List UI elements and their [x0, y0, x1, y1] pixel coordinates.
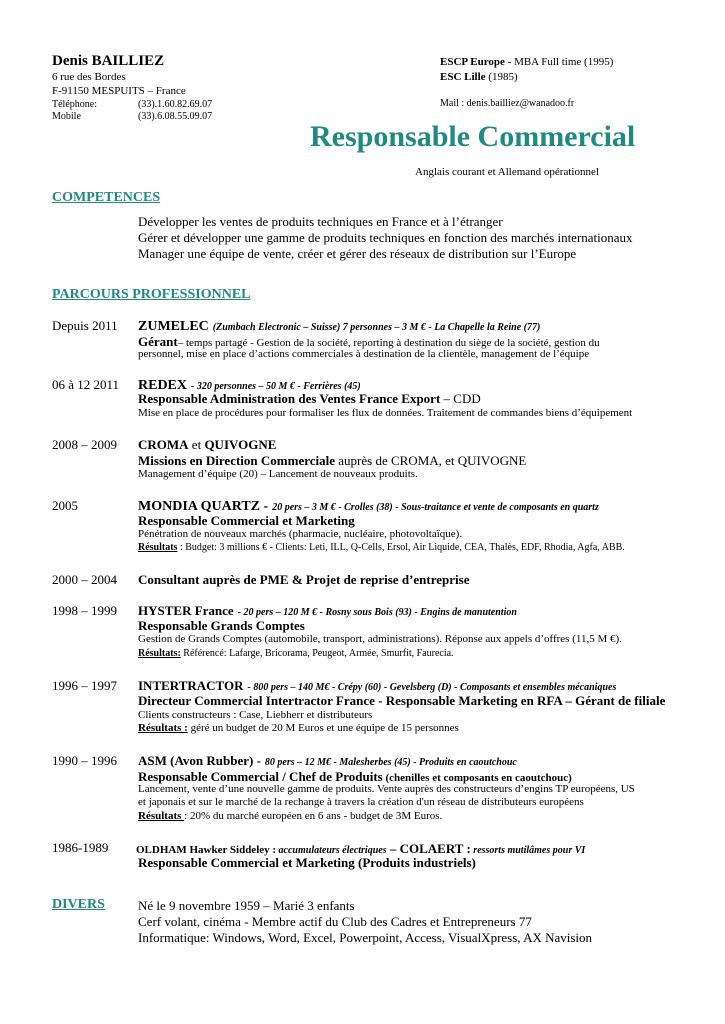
divers-line: Cerf volant, cinéma - Membre actif du Club des Cadres et Entrepreneurs 77 — [138, 914, 532, 929]
job-results: Résultats: Référencé: Lafarge, Bricorama, Peugeot, Armée, Smurfit, Faurecia. — [138, 648, 454, 659]
job-role-mondia: Responsable Commercial et Marketing — [138, 513, 355, 528]
job-description: Mise en place de procédures pour formaliser les flux de données. Traitement de commandes biens d’équipement — [138, 407, 633, 419]
parcours-heading: PARCOURS PROFESSIONNEL — [52, 287, 251, 302]
divers-line: Informatique: Windows, Word, Excel, Powerpoint, Access, VisualXpress, AX Navision — [138, 930, 593, 945]
job-company-hyster: HYSTER France - 20 pers – 120 M € - Rosny sous Bois (93) - Engins de manutention — [138, 603, 517, 618]
job-results: Résultats : 20% du marché européen en 6 ans - budget de 3M Euros. — [138, 810, 443, 822]
job-results: Résultats : Budget: 3 millions € - Clients: Leti, ILL, Q-Cells, Ersol, Air Liquide, CEA, Thalès, EDF, Rhodia, Agfa, ABB. — [138, 542, 625, 553]
job-date: 1996 – 1997 — [52, 678, 117, 693]
job-company-mondia: MONDIA QUARTZ - 20 pers – 3 M € - Crolles (38) - Sous-traitance et vente de composants en quartz — [138, 499, 599, 514]
competence-line: Gérer et développer une gamme de produits techniques en fonction des marchés internationaux — [138, 230, 633, 245]
mobile-label: Mobile — [52, 111, 81, 122]
job-date: 1986-1989 — [52, 840, 109, 855]
job-date: 2008 – 2009 — [52, 437, 117, 452]
job-date: 2000 – 2004 — [52, 572, 117, 587]
competence-line: Développer les ventes de produits techniques en France et à l’étranger — [138, 214, 503, 229]
job-description: Lancement, vente d’une nouvelle gamme de produits. Vente auprès des constructeurs d’engins TP européens, US — [138, 783, 635, 795]
job-description: personnel, mise en place d’actions commerciales à destination de la clientèle, management de l’équipe — [138, 348, 590, 360]
job-date: 06 à 12 2011 — [52, 377, 120, 392]
phone-value: (33).1.60.82.69.07 — [138, 99, 213, 110]
education-2: ESC Lille (1985) — [440, 71, 518, 83]
job-role-intertractor: Directeur Commercial Intertractor France - Responsable Marketing en RFA – Gérant de filiale — [138, 693, 666, 708]
job-role-hyster: Responsable Grands Comptes — [138, 618, 305, 633]
job-company-redex: REDEX - 320 personnes – 50 M € - Ferrières (45) — [138, 378, 361, 393]
divers-line: Né le 9 novembre 1959 – Marié 3 enfants — [138, 898, 355, 913]
job-company-asm: ASM (Avon Rubber) - 80 pers – 12 M€ - Malesherbes (45) - Produits en caoutchouc — [138, 753, 517, 768]
email: Mail : denis.bailliez@wanadoo.fr — [440, 98, 575, 109]
divers-heading: DIVERS — [52, 897, 105, 912]
address-line-2: F-91150 MESPUITS – France — [52, 85, 186, 97]
competences-heading: COMPETENCES — [52, 190, 161, 205]
address-line-1: 6 rue des Bordes — [52, 71, 126, 83]
education-1: ESCP Europe - MBA Full time (1995) — [440, 56, 614, 68]
job-date: 1990 – 1996 — [52, 753, 117, 768]
job-title: Responsable Commercial — [310, 120, 636, 153]
job-company-croma: CROMA et QUIVOGNE — [138, 437, 277, 452]
job-company-zumelec: ZUMELEC (Zumbach Electronic – Suisse) 7 personnes – 3 M € - La Chapelle la Reine (77) — [138, 319, 541, 334]
job-results: Résultats : géré un budget de 20 M Euros et une équipe de 15 personnes — [138, 722, 459, 734]
job-company-intertractor: INTERTRACTOR - 800 pers – 140 M€ - Crépy (60) - Gevelsberg (D) - Composants et ensembles mécaniques — [138, 678, 617, 693]
mobile-value: (33).6.08.55.09.07 — [138, 111, 213, 122]
languages: Anglais courant et Allemand opérationnel — [415, 166, 599, 178]
job-role-asm: Responsable Commercial / Chef de Produits (chenilles et composants en caoutchouc) — [138, 769, 572, 784]
job-role-oldham: Responsable Commercial et Marketing (Produits industriels) — [138, 855, 476, 870]
job-role-redex: Responsable Administration des Ventes France Export – CDD — [138, 391, 481, 406]
job-description: Pénétration de nouveaux marchés (pharmacie, nucléaire, photovoltaïque). — [138, 528, 463, 540]
job-role-zumelec: Gérant– temps partagé - Gestion de la société, reporting à destination du siège de la société, gestion du — [138, 334, 600, 349]
job-description: Clients constructeurs : Case, Liebherr et distributeurs — [138, 709, 373, 721]
job-description: Management d’équipe (20) – Lancement de nouveaux produits. — [138, 468, 418, 480]
job-description: Gestion de Grands Comptes (automobile, transport, administrations). Réponse aux appels d’offres (11,5 M €). — [138, 633, 622, 645]
phone-label: Téléphone: — [52, 99, 97, 110]
competence-line: Manager une équipe de vente, créer et gérer des réseaux de distribution sur l’Europe — [138, 246, 577, 261]
job-date: Depuis 2011 — [52, 318, 118, 333]
job-date: 2005 — [52, 498, 78, 513]
job-date: 1998 – 1999 — [52, 603, 117, 618]
job-role-croma: Missions en Direction Commerciale auprès de CROMA, et QUIVOGNE — [138, 453, 527, 468]
job-company-oldham: OLDHAM Hawker Siddeley : accumulateurs électriques – COLAERT : ressorts mutilâmes pour VI — [136, 841, 586, 856]
job-consultant: Consultant auprès de PME & Projet de reprise d’entreprise — [138, 572, 470, 587]
job-description: et japonais et sur le marché de la rechange à travers la création d'un réseau de distributeurs européens — [138, 796, 584, 808]
candidate-name: Denis BAILLIEZ — [52, 53, 165, 69]
